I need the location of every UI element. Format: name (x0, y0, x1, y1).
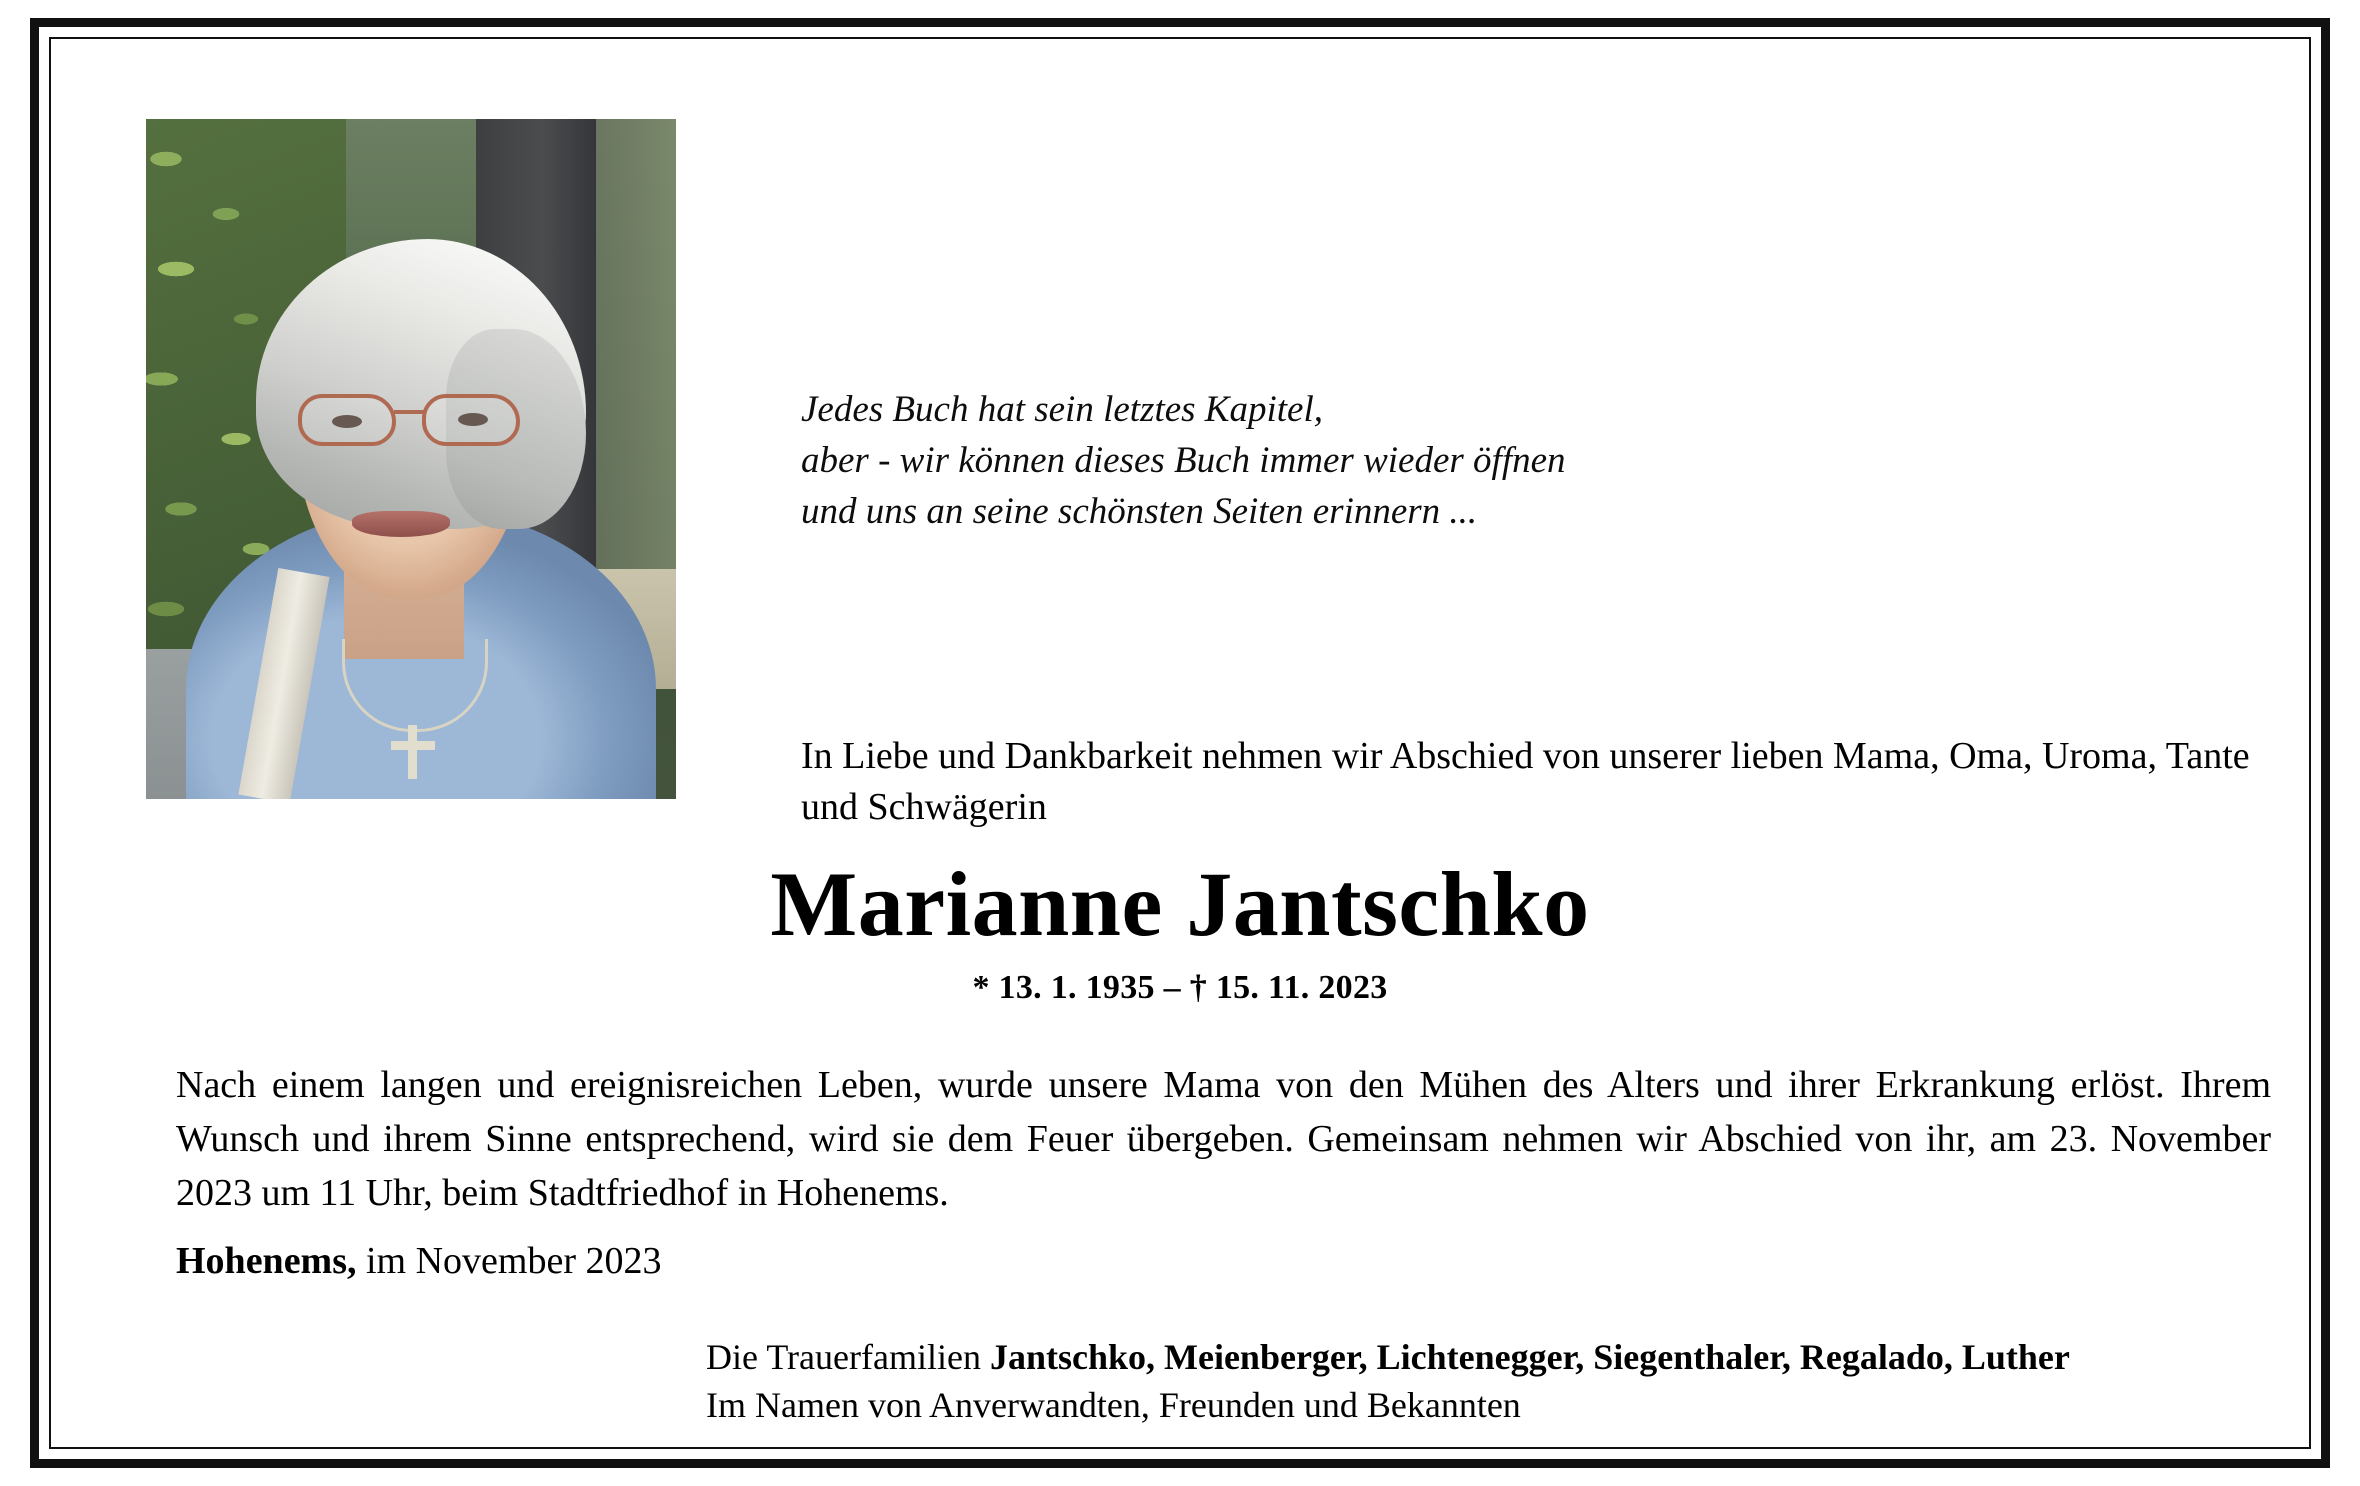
photo-mouth (352, 511, 450, 537)
cross-pendant-crossbar (391, 741, 435, 750)
place-and-date-line (176, 1239, 662, 1283)
families-names: Jantschko, Meienberger, Lichtenegger, Siegenthaler, Regalado, Luther (989, 1337, 2070, 1377)
place-name: Hohenems, (176, 1240, 357, 1282)
obituary-body-text: Nach einem langen und ereignisreichen Leben, wurde unsere Mama von den Mühen des Alters und ihrer Erkrankung erlöst. Ihrem Wunsch und ihrem Sinne entsprechend, wird sie dem Feuer übergeben. Gemeinsam nehmen wir Abschied von ihr, am 23. November 2023 um 11 Uhr, beim Stadtfriedhof in Hohenems. (176, 1064, 2271, 1214)
families-line (706, 1334, 2276, 1382)
photo-lens-right (422, 394, 520, 446)
obituary-notice-frame (30, 18, 2330, 1468)
intro-paragraph: In Liebe und Dankbarkeit nehmen wir Abschied von unserer lieben Mama, Oma, Uroma, Tante und Schwägerin (801, 735, 2250, 829)
families-note: Im Namen von Anverwandten, Freunden und Bekannten (706, 1384, 1521, 1425)
portrait-photo (146, 119, 676, 799)
verse-line-1: Jedes Buch hat sein letztes Kapitel, (801, 389, 1323, 430)
place-month: im November 2023 (356, 1240, 662, 1282)
cross-pendant-icon (408, 725, 417, 779)
photo-glasses-bridge (394, 410, 424, 414)
verse-line-3: und uns an seine schönsten Seiten erinnern ... (801, 491, 1478, 533)
deceased-name: Marianne Jantschko (770, 853, 1590, 955)
photo-lens-left (298, 394, 396, 446)
glasses-icon (294, 394, 534, 448)
obituary-notice-inner-border (49, 37, 2311, 1449)
mourning-families (706, 1334, 2276, 1430)
birth-death-dates: * 13. 1. 1935 – † 15. 11. 2023 (972, 969, 1388, 1006)
memorial-verse (801, 384, 1901, 537)
verse-line-2: aber - wir können dieses Buch immer wieder öffnen (801, 440, 1566, 482)
photo-background-foliage-right (596, 119, 676, 589)
families-prefix: Die Trauerfamilien (706, 1337, 990, 1377)
